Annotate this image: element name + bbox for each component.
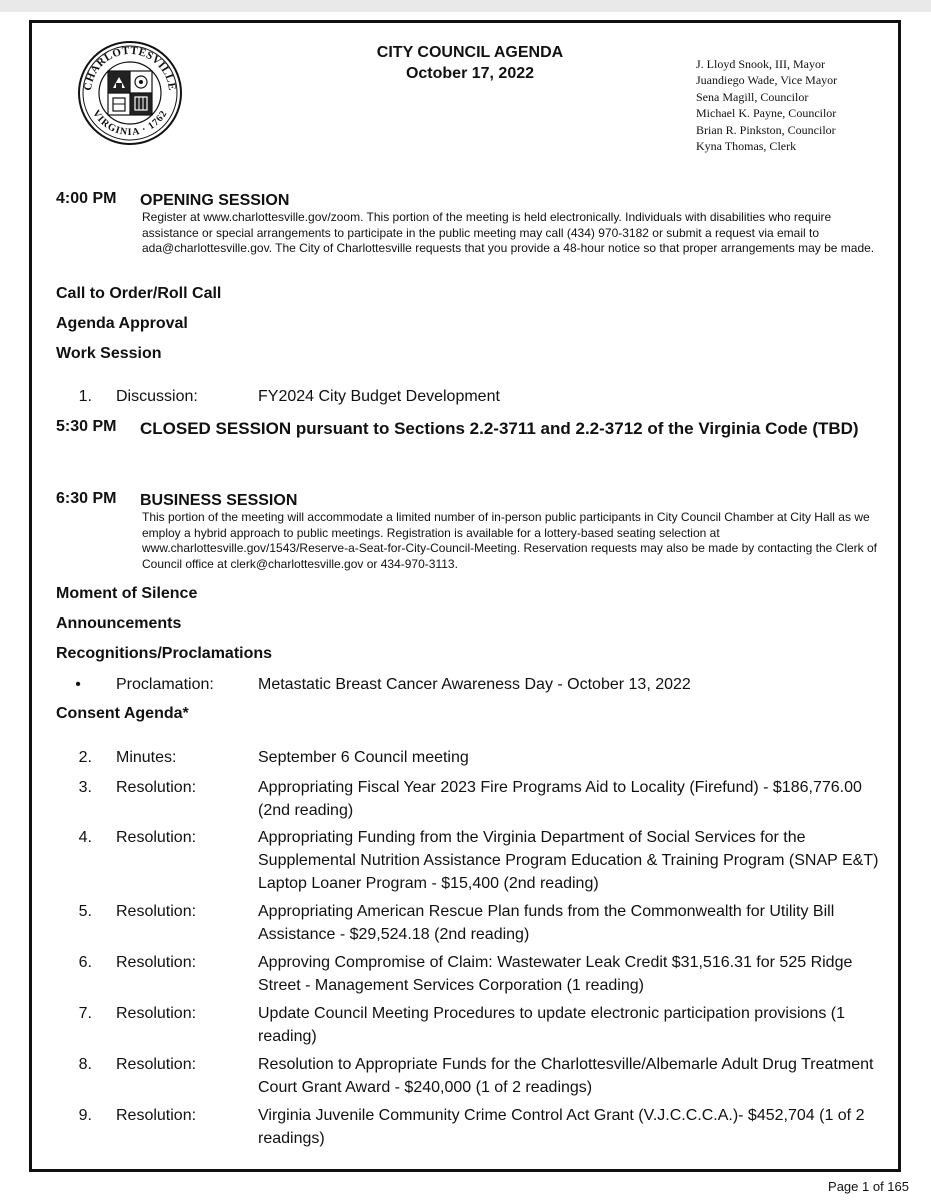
city-seal-icon [77, 40, 183, 146]
item-type: Resolution: [116, 779, 197, 796]
opening-session-description: Register at www.charlottesville.gov/zoom. This portion of the meeting is held electronically. Individuals with disabilities who require assistance or special arrangements to participate in the public meeting may call (434) 970-3182 or submit a request via email to ada@charlottesville.gov. The City of Charlottesville requests that you provide a 48-hour notice so that proper arrangements may be made. [142, 210, 875, 256]
item-description: Approving Compromise of Claim: Wastewater Leak Credit $31,516.31 for 525 Ridge Street - Management Services Corporation (1 reading) [258, 954, 853, 994]
heading-work-session: Work Session [56, 345, 162, 362]
item-type: Resolution: [116, 954, 197, 971]
item-type: Minutes: [116, 749, 177, 766]
svg-text:CHARLOTTESVILLE: CHARLOTTESVILLE [81, 44, 179, 92]
item-description: September 6 Council meeting [258, 749, 469, 766]
item-number: 1. [78, 388, 92, 405]
council-member: Sena Magill, Councilor [696, 89, 809, 104]
business-session-time: 6:30 PM [56, 490, 117, 507]
council-member: J. Lloyd Snook, III, Mayor [696, 57, 825, 71]
item-description: Metastatic Breast Cancer Awareness Day - October 13, 2022 [258, 676, 691, 693]
opening-session-time: 4:00 PM [56, 190, 117, 207]
item-type: Discussion: [116, 388, 198, 405]
heading-call-to-order: Call to Order/Roll Call [56, 285, 222, 302]
council-member: Kyna Thomas, Clerk [696, 139, 797, 154]
page-number: Page 1 of 165 [828, 1179, 909, 1194]
item-description: Virginia Juvenile Community Crime Control Act Grant (V.J.C.C.C.A.)- $452,704 (1 of 2 readings) [258, 1107, 865, 1147]
item-type: Resolution: [116, 1005, 197, 1022]
agenda-date: October 17, 2022 [405, 65, 535, 82]
item-description: Resolution to Appropriate Funds for the Charlottesville/Albemarle Adult Drug Treatment Court Grant Award - $240,000 (1 of 2 readings) [258, 1056, 874, 1096]
item-description: Appropriating American Rescue Plan funds from the Commonwealth for Utility Bill Assistance - $29,524.18 (2nd reading) [258, 903, 835, 943]
heading-moment-of-silence: Moment of Silence [56, 585, 198, 602]
item-number: 5. [78, 903, 92, 920]
council-member: Juandiego Wade, Vice Mayor [696, 73, 838, 88]
business-session-title: BUSINESS SESSION [140, 492, 298, 509]
viewer-top-strip [0, 0, 931, 12]
item-number: 3. [78, 779, 92, 796]
item-type: Resolution: [116, 1107, 197, 1124]
agenda-title-block [300, 42, 640, 84]
council-members-list [696, 56, 837, 154]
item-number: 2. [78, 749, 92, 766]
heading-announcements: Announcements [56, 615, 182, 632]
item-number: 8. [78, 1056, 92, 1073]
heading-consent-agenda: Consent Agenda* [56, 705, 189, 722]
business-session-description: This portion of the meeting will accommodate a limited number of in-person public participants in City Council Chamber at City Hall as we employ a hybrid approach to public meetings. Registration is available for a lottery-based seating selection at www.charlottesville.gov/1543/Reserve-a-Seat-for-City-Council-Meeting. Reservation requests may also be made by contacting the Clerk of Council office at clerk@charlottesville.gov or 434-970-3113. [142, 510, 877, 571]
svg-text:VIRGINIA · 1762: VIRGINIA · 1762 [90, 108, 170, 139]
item-type: Resolution: [116, 1056, 197, 1073]
council-member: Michael K. Payne, Councilor [696, 106, 837, 121]
bullet-icon: • [75, 676, 81, 693]
council-member: Brian R. Pinkston, Councilor [696, 122, 836, 137]
item-description: FY2024 City Budget Development [258, 388, 500, 405]
item-number: 9. [78, 1107, 92, 1124]
closed-session-title: CLOSED SESSION pursuant to Sections 2.2-3711 and 2.2-3712 of the Virginia Code (TBD) [140, 419, 859, 438]
item-number: 6. [78, 954, 92, 971]
agenda-title: CITY COUNCIL AGENDA [376, 44, 564, 61]
item-type: Resolution: [116, 829, 197, 846]
item-description: Update Council Meeting Procedures to update electronic participation provisions (1 reading) [258, 1005, 845, 1045]
closed-session-time: 5:30 PM [56, 418, 117, 435]
item-number: 7. [78, 1005, 92, 1022]
item-number: 4. [78, 829, 92, 846]
item-description: Appropriating Fiscal Year 2023 Fire Programs Aid to Locality (Firefund) - $186,776.00 (2nd reading) [258, 779, 862, 819]
heading-agenda-approval: Agenda Approval [56, 315, 188, 332]
item-type: Resolution: [116, 903, 197, 920]
item-type: Proclamation: [116, 676, 214, 693]
opening-session-title: OPENING SESSION [140, 192, 290, 209]
heading-recognitions: Recognitions/Proclamations [56, 645, 273, 662]
item-description: Appropriating Funding from the Virginia Department of Social Services for the Supplemental Nutrition Assistance Program Education & Training Program (SNAP E&T) Laptop Loaner Program - $15,400 (2nd reading) [258, 829, 879, 892]
